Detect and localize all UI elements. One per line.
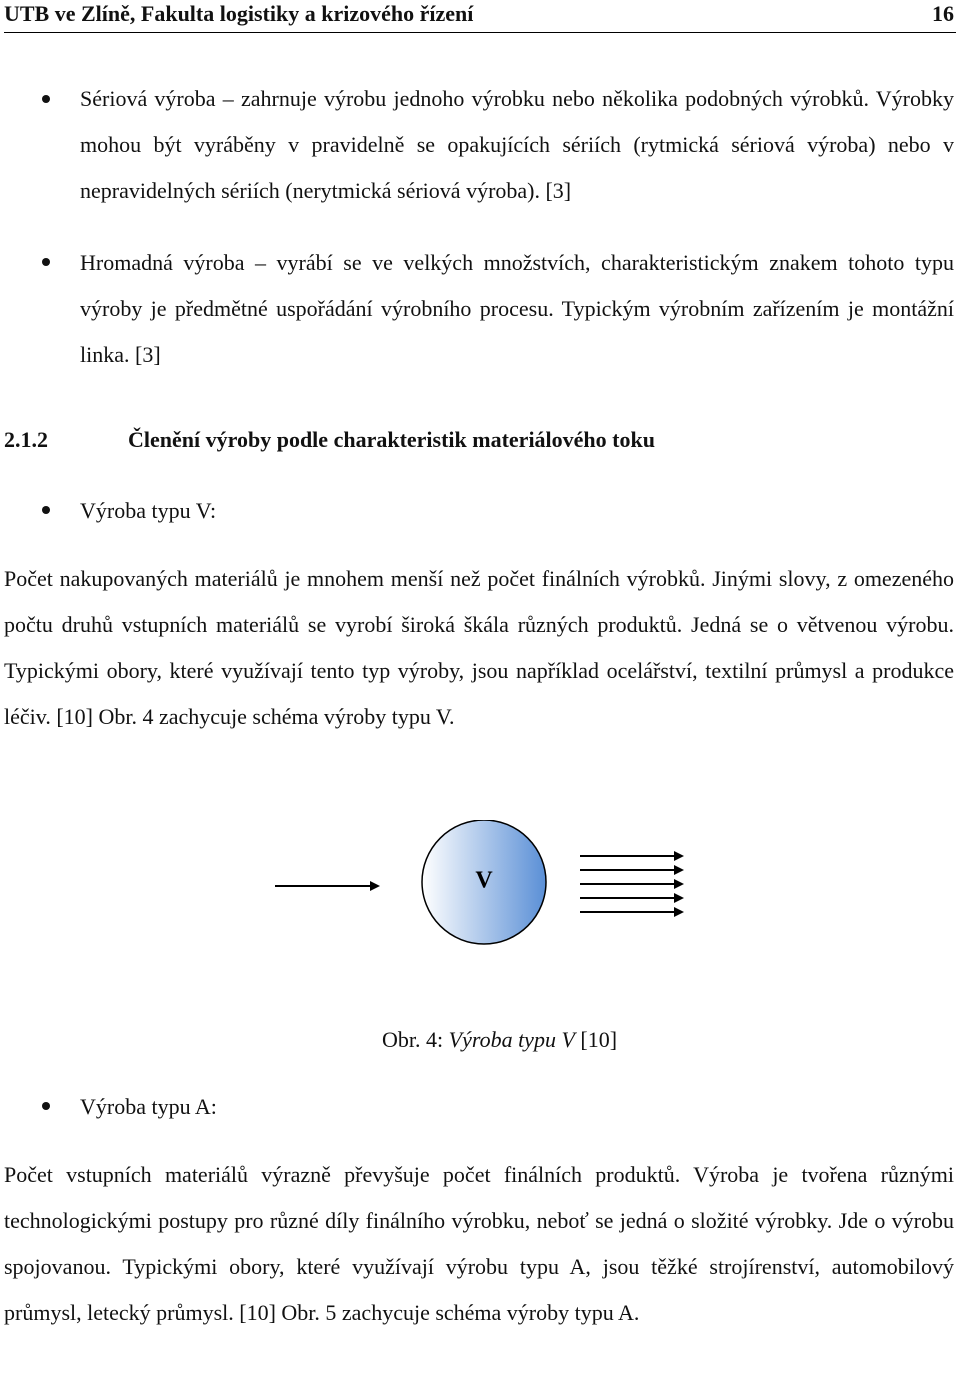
v-node-label: V <box>475 867 493 894</box>
diagram-type-v <box>0 820 960 960</box>
bullet-mass-production: Hromadná výroba – vyrábí se ve velkých množstvích, charakteristickým znakem tohoto typu výroby je předmětné uspořádání výrobního procesu. Typickým výrobním zařízením je montážní linka. [3] <box>80 250 954 367</box>
paragraph-type-v: Počet nakupovaných materiálů je mnohem menší než počet finálních výrobků. Jinými slovy, z omezeného počtu druhů vstupních materiálů se vyrobí široká škála různých produktů. Jedná se o větvenou výrobu. Typickými obory, které využívají tento typ výroby, jsou například ocelářství, textilní průmysl a produkce léčiv. [10] Obr. 4 zachycuje schéma výroby typu V. <box>4 566 954 729</box>
caption-ref: [10] <box>574 1027 618 1052</box>
header-title: UTB ve Zlíně, Fakulta logistiky a krizového řízení <box>4 1 474 26</box>
section-number: 2.1.2 <box>4 427 48 452</box>
caption-title: Výroba typu V <box>448 1027 575 1052</box>
section-title: Členění výroby podle charakteristik materiálového toku <box>128 427 655 452</box>
bullet-type-a: Výroba typu A: <box>80 1094 217 1119</box>
figure-caption <box>382 1024 617 1056</box>
page-number: 16 <box>932 1 954 26</box>
caption-prefix: Obr. 4: <box>382 1027 449 1052</box>
bullet-dot <box>42 95 50 103</box>
paragraph-type-a: Počet vstupních materiálů výrazně převyšuje počet finálních produktů. Výroba je tvořena různými technologickými postupy pro různé díly finálního výrobku, neboť se jedná o složité výrobky. Jde o výrobu spojovanou. Typickými obory, které využívají výrobu typu A, jsou těžké strojírenství, automobilový průmysl, letecký průmysl. [10] Obr. 5 zachycuje schéma výroby typu A. <box>4 1162 954 1325</box>
bullet-dot <box>42 506 50 514</box>
bullet-dot <box>42 258 50 266</box>
bullet-dot <box>42 1102 50 1110</box>
bullet-serial-production: Sériová výroba – zahrnuje výrobu jednoho výrobku nebo několika podobných výrobků. Výrobky mohou být vyráběny v pravidelně se opakujících sériích (rytmická sériová výroba) nebo v nepravidelných sériích (nerytmická sériová výroba). [3] <box>80 86 954 203</box>
bullet-type-v: Výroba typu V: <box>80 498 217 523</box>
page-header <box>4 0 956 33</box>
